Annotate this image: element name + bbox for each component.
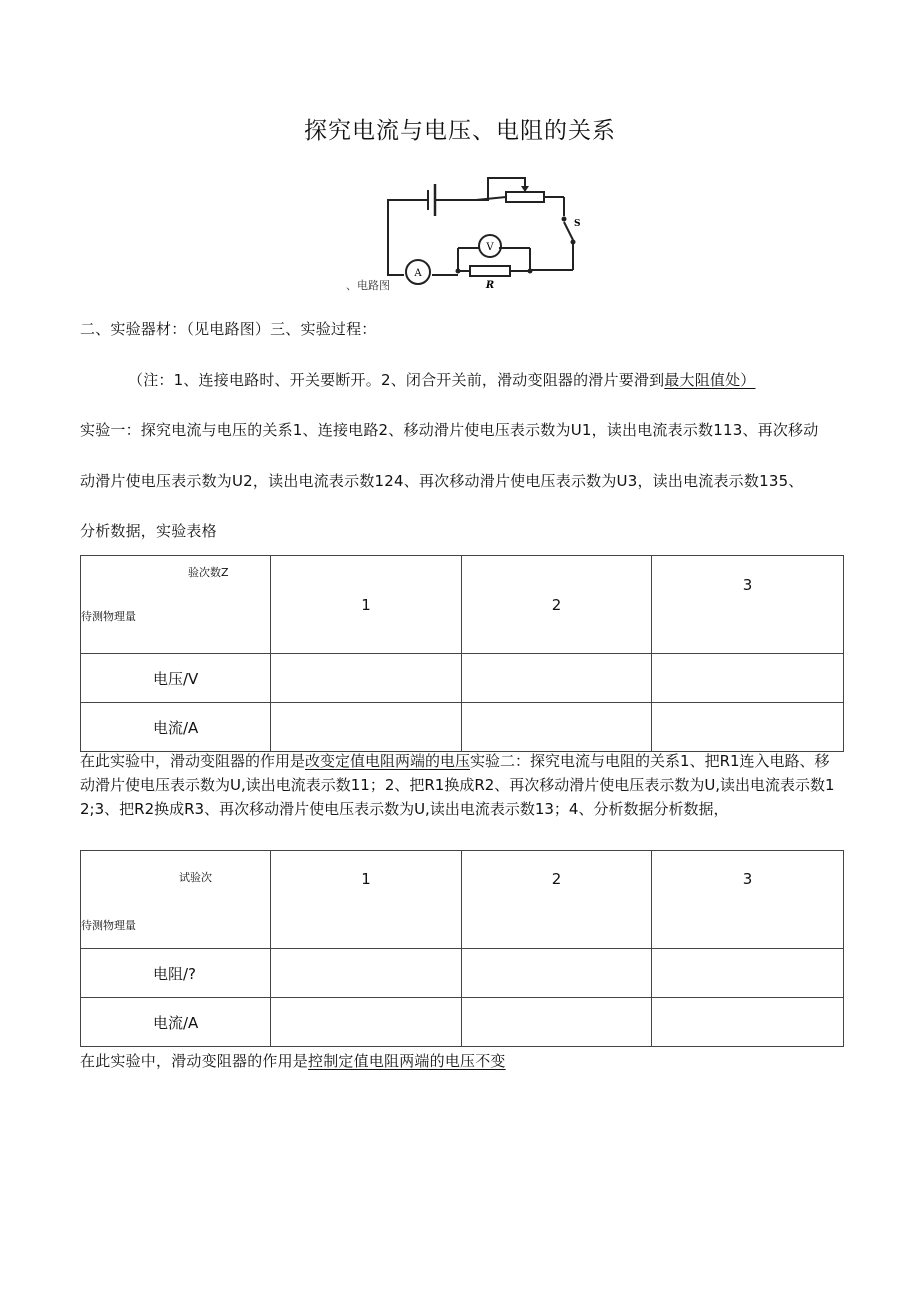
column-header-2: 2: [462, 851, 652, 949]
conclusion-role: 控制定值电阻两端的电压不变: [308, 1052, 506, 1070]
corner-bottom-label: 待测物理量: [81, 610, 136, 623]
table-cell[interactable]: [462, 703, 652, 752]
middle-rest: 实验二：探究电流与电阻的关系1、把R1连入电路、移动滑片使电压表示数为U,读出电流表示数11；2、把R1换成R2、再次移动滑片使电压表示数为U,读出电流表示数12;3、把R2换成R3、再次移动滑片使电压表示数为U,读出电流表示数13；4、分析数据分析数据，: [80, 752, 835, 818]
exp1-line1: 实验一：探究电流与电压的关系1、连接电路2、移动滑片使电压表示数为U1，读出电流表示数113、再次移动: [80, 421, 819, 439]
table-row: [81, 949, 844, 998]
voltage-table: [80, 555, 844, 752]
switch-label: S: [574, 219, 581, 229]
note: [128, 369, 756, 390]
row-label: 电流/A: [81, 998, 271, 1047]
table-row: [81, 654, 844, 703]
conclusion-lead: 在此实验中，滑动变阻器的作用是: [80, 1052, 309, 1070]
page-title: 探究电流与电压、电阻的关系: [304, 118, 616, 144]
row-label: 电压/V: [81, 654, 271, 703]
table-cell[interactable]: [271, 949, 462, 998]
column-header-1: 1: [271, 556, 462, 654]
exp1-line3: 分析数据，实验表格: [80, 522, 217, 540]
circuit-diagram: [380, 170, 590, 295]
table-cell[interactable]: [462, 949, 652, 998]
exp1-line2: 动滑片使电压表示数为U2，读出电流表示数124、再次移动滑片使电压表示数为U3，读出电流表示数135、: [80, 472, 804, 490]
table-cell[interactable]: [652, 998, 844, 1047]
table-cell[interactable]: [271, 998, 462, 1047]
table-cell[interactable]: [652, 654, 844, 703]
section-heading: 二、实验器材：（见电路图）三、实验过程：: [80, 320, 377, 338]
header-corner-cell: [81, 851, 271, 949]
middle-role: 改变定值电阻两端的电压: [305, 752, 471, 770]
corner-bottom-label: 待测物理量: [81, 919, 136, 932]
table-cell[interactable]: [652, 949, 844, 998]
table-row: [81, 998, 844, 1047]
corner-top-label: 验次数Z: [188, 566, 229, 579]
note-text: （注：1、连接电路时、开关要断开。2、闭合开关前，滑动变阻器的滑片要滑到: [128, 371, 665, 389]
row-label: 电阻/?: [81, 949, 271, 998]
note-emphasis: 最大阻值处）: [664, 371, 756, 389]
table-header-row: [81, 851, 844, 949]
column-header-2: 2: [462, 556, 652, 654]
table-cell[interactable]: [271, 654, 462, 703]
resistance-table: [80, 850, 844, 1047]
table-cell[interactable]: [271, 703, 462, 752]
voltmeter-label: V: [486, 242, 494, 253]
table-cell[interactable]: [462, 998, 652, 1047]
table-row: [81, 703, 844, 752]
conclusion: [80, 1050, 506, 1071]
middle-paragraph: [80, 749, 844, 821]
ammeter-label: A: [414, 268, 422, 279]
column-header-3: 3: [652, 851, 844, 949]
table-header-row: [81, 556, 844, 654]
circuit-caption: 、电路图: [346, 279, 390, 292]
header-corner-cell: [81, 556, 271, 654]
column-header-3: 3: [652, 556, 844, 654]
corner-top-label: 试验次: [179, 871, 212, 884]
column-header-1: 1: [271, 851, 462, 949]
table-cell[interactable]: [462, 654, 652, 703]
resistor-label: R: [485, 280, 495, 291]
middle-lead: 在此实验中，滑动变阻器的作用是: [80, 752, 306, 770]
table-cell[interactable]: [652, 703, 844, 752]
row-label: 电流/A: [81, 703, 271, 752]
